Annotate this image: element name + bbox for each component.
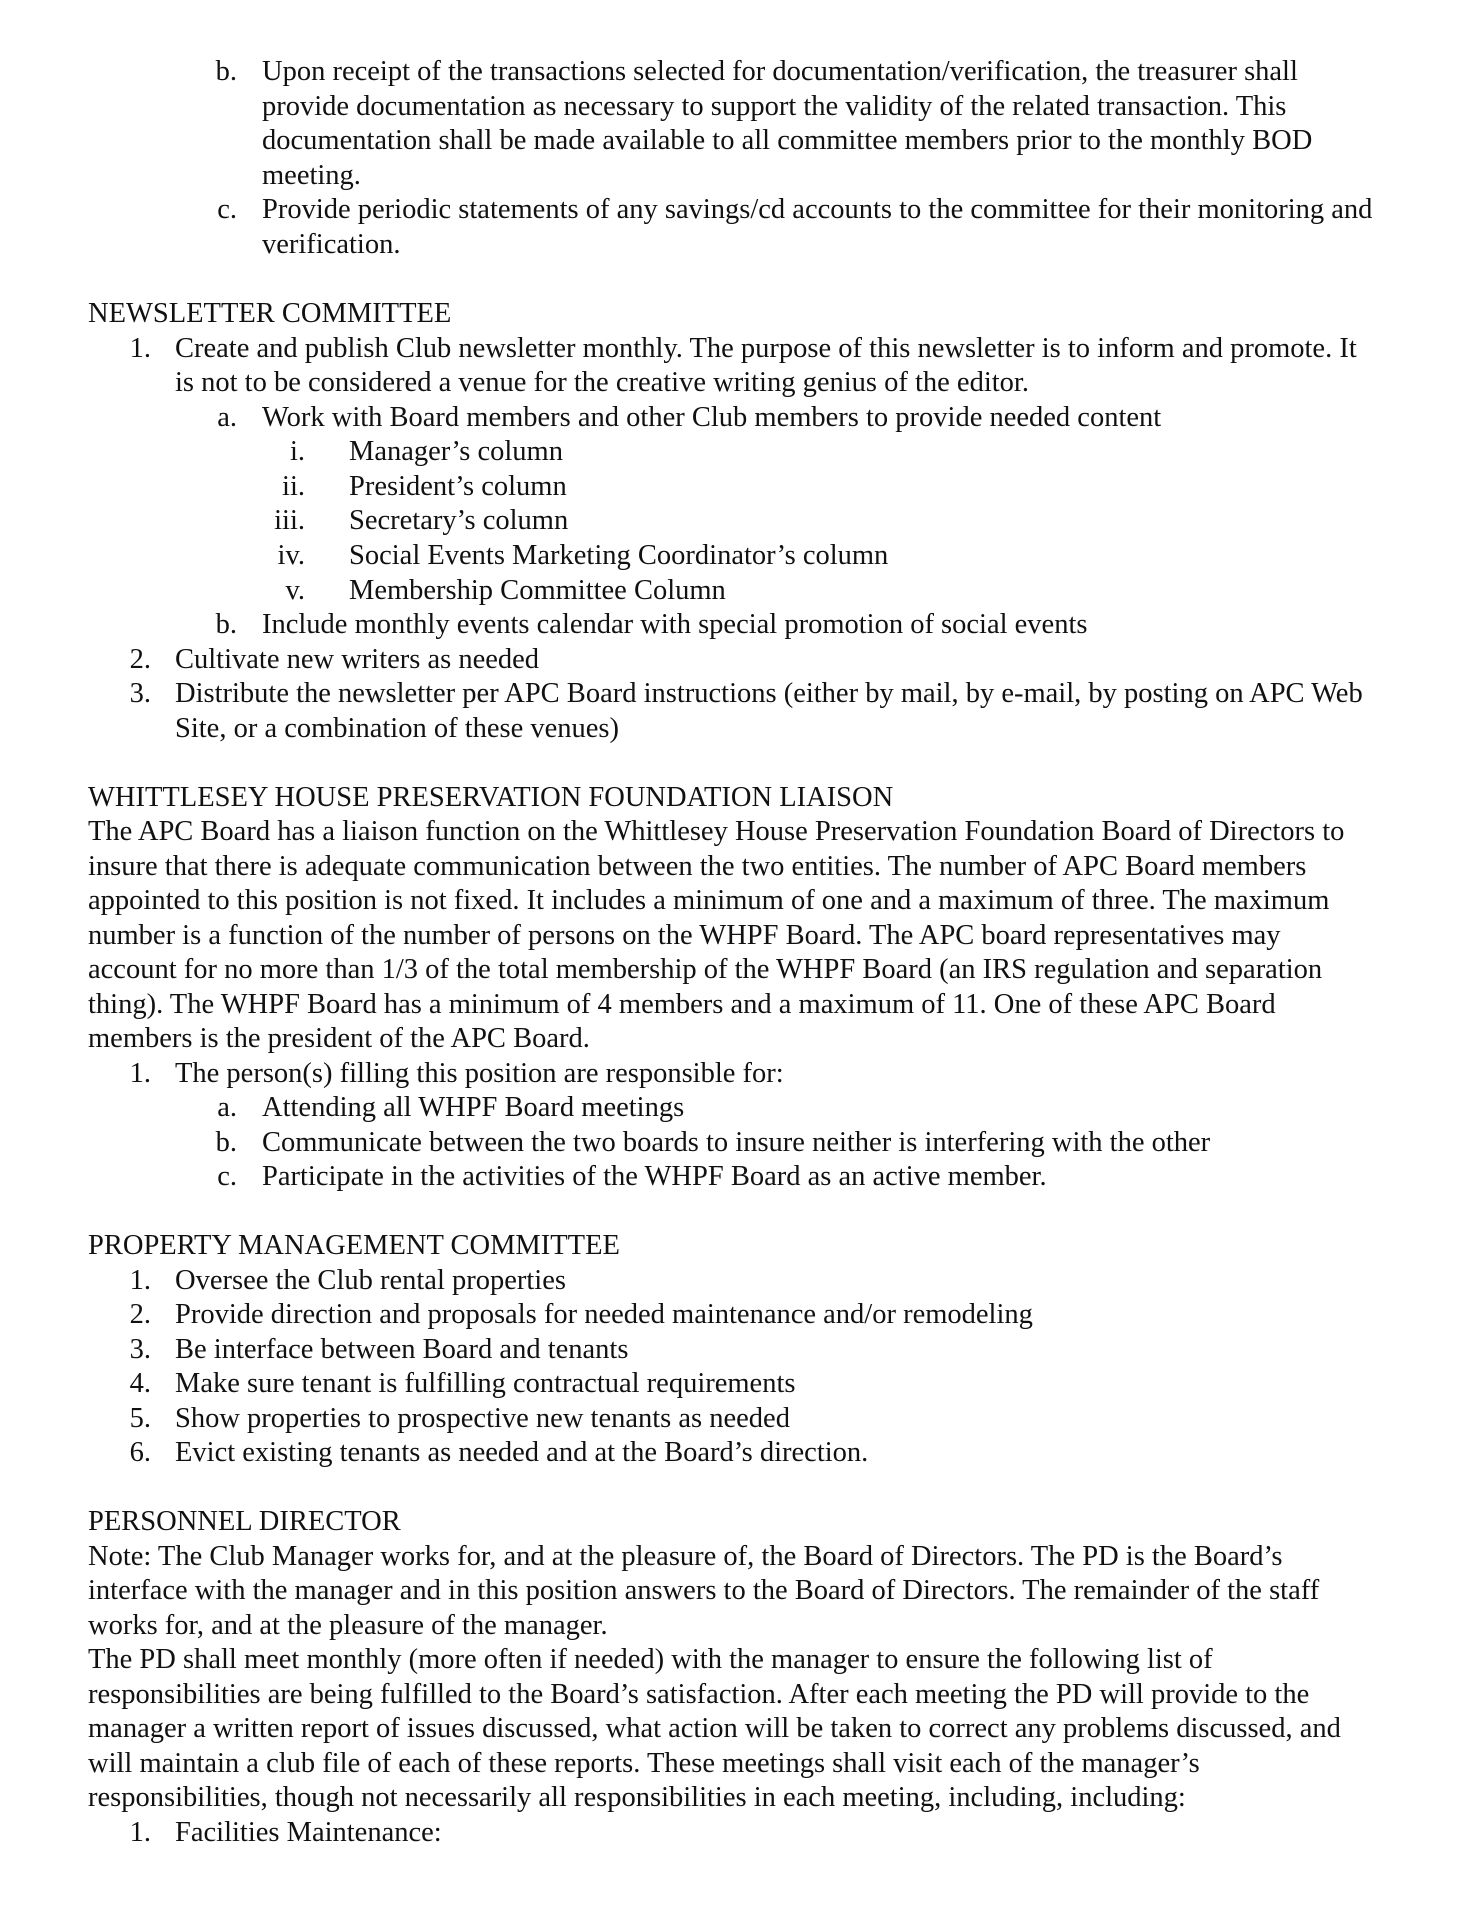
list-marker: v. [285, 575, 305, 606]
paragraph-line: responsibilities are being fulfilled to the Board’s satisfaction. After each meeting the PD will provide to the [88, 1679, 1310, 1710]
paragraph-line: manager a written report of issues discussed, what action will be taken to correct any problems discussed, and [88, 1713, 1341, 1744]
list-item-text: Be interface between Board and tenants [175, 1334, 629, 1365]
list-item-text: Distribute the newsletter per APC Board instructions (either by mail, by e-mail, by posting on APC Web [175, 678, 1363, 709]
list-marker: 3. [129, 678, 151, 709]
paragraph-line: number is a function of the number of persons on the WHPF Board. The APC board representatives may [88, 920, 1281, 951]
list-marker: c. [217, 1161, 237, 1192]
section-heading: PERSONNEL DIRECTOR [88, 1506, 401, 1537]
list-item-text: Include monthly events calendar with special promotion of social events [262, 609, 1088, 640]
list-item-text: Communicate between the two boards to insure neither is interfering with the other [262, 1127, 1211, 1158]
list-item-text: The person(s) filling this position are responsible for: [175, 1058, 784, 1089]
list-item-text: Oversee the Club rental properties [175, 1265, 566, 1296]
list-item-text: Create and publish Club newsletter monthly. The purpose of this newsletter is to inform and promote. It [175, 333, 1357, 364]
paragraph-line: responsibilities, though not necessarily all responsibilities in each meeting, including, including: [88, 1782, 1186, 1813]
list-marker: 1. [129, 1265, 151, 1296]
list-item-text: verification. [262, 229, 401, 260]
list-marker: 2. [129, 1299, 151, 1330]
list-marker: c. [217, 194, 237, 225]
list-marker: i. [289, 436, 305, 467]
list-item-text: is not to be considered a venue for the creative writing genius of the editor. [175, 367, 1029, 398]
list-marker: 3. [129, 1334, 151, 1365]
list-marker: a. [217, 1092, 237, 1123]
list-item-text: Social Events Marketing Coordinator’s column [349, 540, 889, 571]
list-item-text: Evict existing tenants as needed and at the Board’s direction. [175, 1437, 869, 1468]
paragraph-line: will maintain a club file of each of these reports. These meetings shall visit each of the manager’s [88, 1748, 1200, 1779]
paragraph-line: Note: The Club Manager works for, and at the pleasure of, the Board of Directors. The PD is the Board’s [88, 1541, 1283, 1572]
list-marker: 4. [129, 1368, 151, 1399]
list-item-text: Participate in the activities of the WHPF Board as an active member. [262, 1161, 1047, 1192]
list-item-text: Provide direction and proposals for needed maintenance and/or remodeling [175, 1299, 1033, 1330]
section-heading: PROPERTY MANAGEMENT COMMITTEE [88, 1230, 620, 1261]
list-item-text: Cultivate new writers as needed [175, 644, 540, 675]
list-item-text: meeting. [262, 160, 361, 191]
list-item-text: Provide periodic statements of any savings/cd accounts to the committee for their monitoring and [262, 194, 1373, 225]
list-item-text: Make sure tenant is fulfilling contractual requirements [175, 1368, 796, 1399]
paragraph-line: appointed to this position is not fixed. It includes a minimum of one and a maximum of three. The maximum [88, 885, 1330, 916]
list-item-text: Membership Committee Column [349, 575, 726, 606]
list-item-text: Attending all WHPF Board meetings [262, 1092, 685, 1123]
list-item-text: documentation shall be made available to all committee members prior to the monthly BOD [262, 125, 1313, 156]
paragraph-line: interface with the manager and in this position answers to the Board of Directors. The remainder of the staff [88, 1575, 1320, 1606]
list-marker: 6. [129, 1437, 151, 1468]
list-item-text: Facilities Maintenance: [175, 1817, 442, 1848]
list-marker: ii. [282, 471, 305, 502]
list-marker: iii. [274, 505, 305, 536]
list-item-text: Work with Board members and other Club members to provide needed content [262, 402, 1162, 433]
list-marker: 1. [129, 1817, 151, 1848]
list-marker: 5. [129, 1403, 151, 1434]
list-marker: b. [215, 56, 237, 87]
section-heading: NEWSLETTER COMMITTEE [88, 298, 452, 329]
paragraph-line: insure that there is adequate communication between the two entities. The number of APC Board members [88, 851, 1307, 882]
list-marker: iv. [277, 540, 305, 571]
list-item-text: Show properties to prospective new tenants as needed [175, 1403, 790, 1434]
list-item-text: Secretary’s column [349, 505, 569, 536]
section-heading: WHITTLESEY HOUSE PRESERVATION FOUNDATION LIAISON [88, 782, 894, 813]
list-marker: a. [217, 402, 237, 433]
list-item-text: provide documentation as necessary to support the validity of the related transaction. This [262, 91, 1287, 122]
list-item-text: President’s column [349, 471, 567, 502]
paragraph-line: works for, and at the pleasure of the manager. [88, 1610, 608, 1641]
list-marker: b. [215, 1127, 237, 1158]
paragraph-line: The PD shall meet monthly (more often if needed) with the manager to ensure the following list of [88, 1644, 1213, 1675]
list-marker: 2. [129, 644, 151, 675]
paragraph-line: The APC Board has a liaison function on the Whittlesey House Preservation Foundation Board of Directors to [88, 816, 1345, 847]
list-marker: 1. [129, 333, 151, 364]
paragraph-line: account for no more than 1/3 of the total membership of the WHPF Board (an IRS regulation and separation [88, 954, 1323, 985]
list-item-text: Upon receipt of the transactions selected for documentation/verification, the treasurer shall [262, 56, 1298, 87]
list-marker: 1. [129, 1058, 151, 1089]
paragraph-line: thing). The WHPF Board has a minimum of 4 members and a maximum of 11. One of these APC Board [88, 989, 1276, 1020]
list-marker: b. [215, 609, 237, 640]
list-item-text: Site, or a combination of these venues) [175, 713, 620, 744]
list-item-text: Manager’s column [349, 436, 563, 467]
paragraph-line: members is the president of the APC Board. [88, 1023, 590, 1054]
